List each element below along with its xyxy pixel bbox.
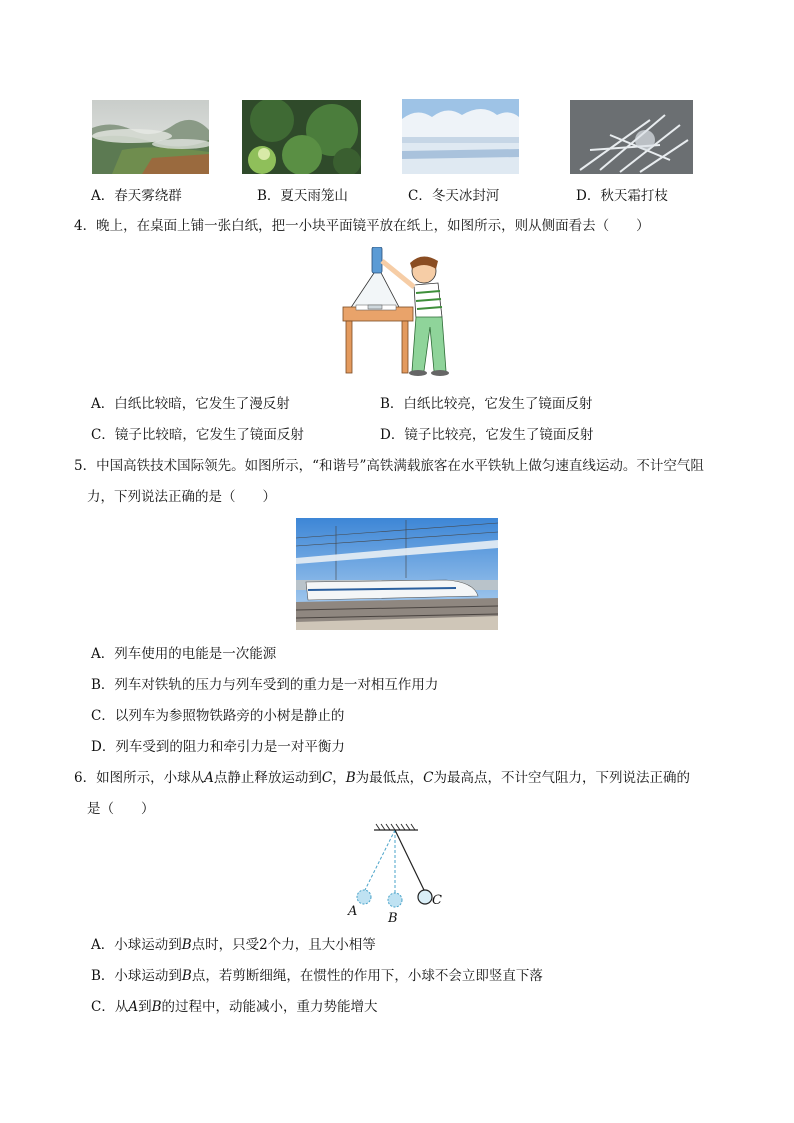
fig-label-b: B xyxy=(388,911,398,926)
q6-stem-line2: 是（ ） xyxy=(87,801,155,817)
q6-stem-line1: 6．如图所示，小球从A点静止释放运动到C，B为最低点，C为最高点，不计空气阻力，下列说法正确的 xyxy=(74,770,690,786)
q6-option-b: B．小球运动到B点，若剪断细绳，在惯性的作用下，小球不会立即竖直下落 xyxy=(91,968,543,984)
q3-option-c: C．冬天冰封河 xyxy=(408,188,500,204)
q6-option-a: A．小球运动到B点时，只受2个力，且大小相等 xyxy=(91,937,376,953)
q4-option-c: C．镜子比较暗，它发生了镜面反射 xyxy=(91,427,304,443)
photo-winter-ice xyxy=(402,99,519,174)
q3-option-a: A．春天雾绕群 xyxy=(91,188,182,204)
q5-stem-line1: 5．中国高铁技术国际领先。如图所示，“和谐号”高铁满载旅客在水平铁轨上做匀速直线运动。不计空气阻 xyxy=(74,458,704,474)
q5-option-a: A．列车使用的电能是一次能源 xyxy=(91,646,277,662)
q4-option-b: B．白纸比较亮，它发生了镜面反射 xyxy=(380,396,593,412)
fig-label-a: A xyxy=(348,904,358,919)
fig-label-c: C xyxy=(432,893,442,908)
q4-option-a: A．白纸比较暗，它发生了漫反射 xyxy=(91,396,290,412)
q3-option-b: B．夏天雨笼山 xyxy=(257,188,348,204)
q3-option-d: D．秋天霜打枝 xyxy=(576,188,668,204)
q5-stem-line2: 力，下列说法正确的是（ ） xyxy=(87,489,276,505)
q4-stem: 4．晚上，在桌面上铺一张白纸，把一小块平面镜平放在纸上，如图所示，则从侧面看去（ ） xyxy=(74,218,650,234)
q5-option-d: D．列车受到的阻力和牵引力是一对平衡力 xyxy=(91,739,345,755)
q5-option-b: B．列车对铁轨的压力与列车受到的重力是一对相互作用力 xyxy=(91,677,439,693)
train-photo xyxy=(296,518,498,630)
q5-option-c: C．以列车为参照物铁路旁的小树是静止的 xyxy=(91,708,345,724)
photo-summer-rain xyxy=(242,100,361,174)
photo-spring-fog xyxy=(92,100,209,174)
q4-option-d: D．镜子比较亮，它发生了镜面反射 xyxy=(380,427,594,443)
photo-autumn-frost xyxy=(570,100,693,174)
flashlight-mirror-figure xyxy=(342,247,454,377)
q6-option-c: C．从A到B的过程中，动能减小，重力势能增大 xyxy=(91,999,378,1015)
